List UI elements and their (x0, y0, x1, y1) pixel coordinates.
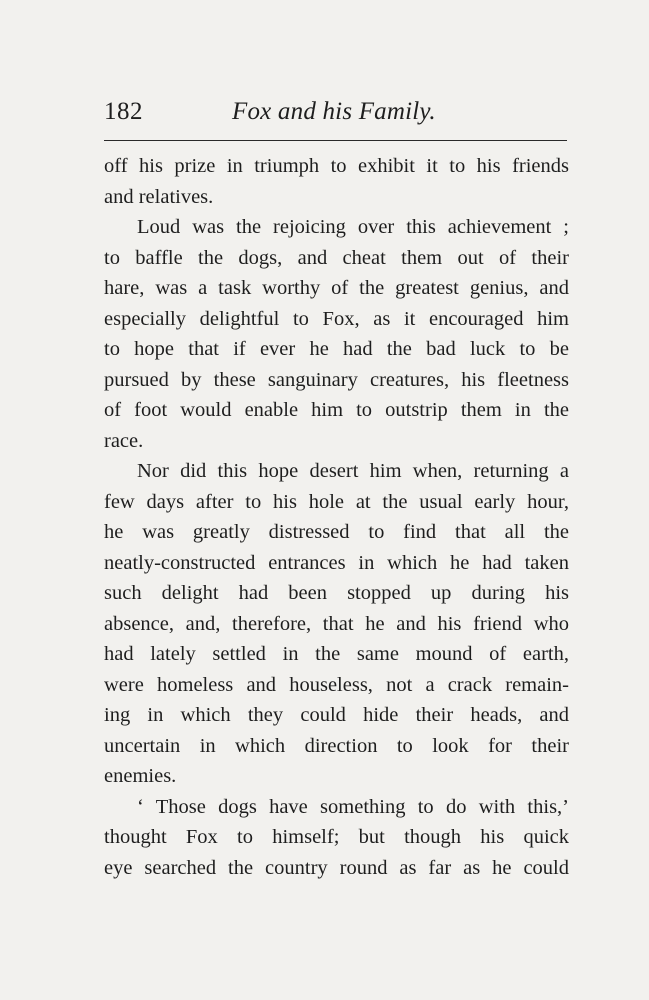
text-line: neatly-constructed entrances in which he had taken (104, 551, 569, 574)
text-line: enemies. (104, 765, 177, 787)
text-line: ing in which they could hide their heads, and (104, 704, 569, 726)
text-line: Loud was the rejoicing over this achievement ; (137, 216, 569, 238)
text-line: thought Fox to himself; but though his quick (104, 826, 569, 848)
running-title: Fox and his Family. (232, 98, 436, 125)
text-line: off his prize in triumph to exhibit it to his friends (104, 155, 569, 177)
text-line: of foot would enable him to outstrip them in the (104, 399, 569, 421)
text-line: such delight had been stopped up during his (104, 582, 569, 604)
header-rule (104, 140, 567, 141)
page-number: 182 (104, 98, 143, 125)
text-line: especially delightful to Fox, as it encouraged him (104, 307, 569, 330)
text-line: he was greatly distressed to find that all the (104, 521, 569, 543)
text-line: and relatives. (104, 185, 214, 208)
running-head (104, 98, 567, 134)
text-line: to hope that if ever he had the bad luck to be (104, 338, 569, 360)
body-text (104, 151, 569, 883)
text-line: ‘ Those dogs have something to do with this,’ (137, 795, 569, 818)
text-line: few days after to his hole at the usual early hour, (104, 490, 569, 513)
text-line: Nor did this hope desert him when, returning a (137, 460, 569, 482)
text-line: pursued by these sanguinary creatures, his fleetness (104, 368, 569, 391)
text-line: hare, was a task worthy of the greatest genius, and (104, 277, 569, 299)
text-line: to baffle the dogs, and cheat them out of their (104, 246, 569, 269)
text-line: had lately settled in the same mound of earth, (104, 643, 569, 665)
text-line: were homeless and houseless, not a crack remain- (104, 673, 569, 696)
text-line: absence, and, therefore, that he and his friend who (104, 612, 569, 635)
text-line: uncertain in which direction to look for their (104, 734, 569, 757)
text-line: eye searched the country round as far as he could (104, 856, 569, 879)
text-line: race. (104, 429, 144, 452)
